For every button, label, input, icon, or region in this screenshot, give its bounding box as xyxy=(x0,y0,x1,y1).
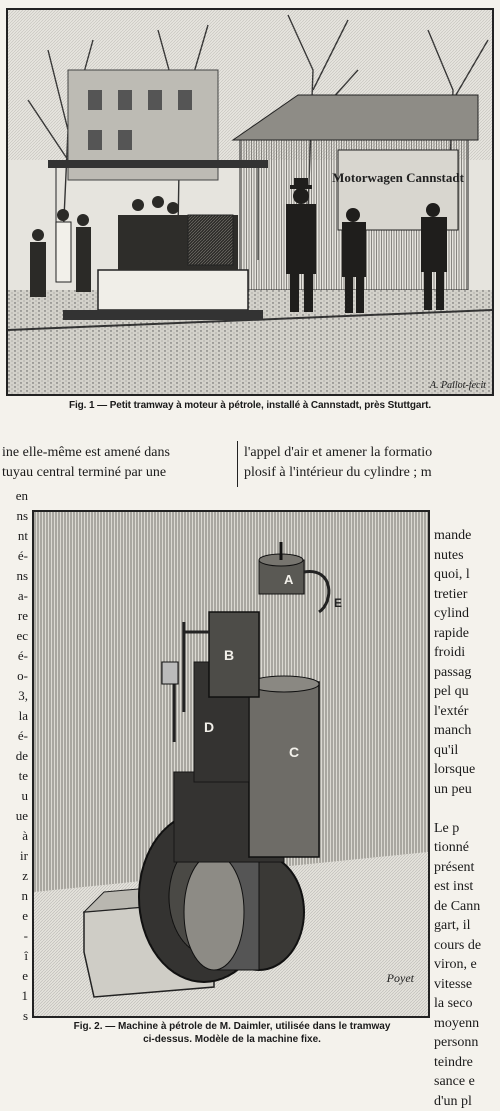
right-column-line: un peu xyxy=(434,780,500,800)
label-c: C xyxy=(289,744,299,760)
left-fragment-line: de xyxy=(0,746,30,766)
right-column-line: froidi xyxy=(434,643,500,663)
right-column-line: l'extér xyxy=(434,702,500,722)
left-fragment-line: o- xyxy=(0,666,30,686)
left-fragment-line: s xyxy=(0,1006,30,1026)
left-fragment-line: re xyxy=(0,606,30,626)
engraver-signature-2: Poyet xyxy=(386,971,415,985)
left-fragment-line: - xyxy=(0,926,30,946)
figure-2-caption-line1: Fig. 2. — Machine à pétrole de M. Daimler, utilisée dans le tramway xyxy=(36,1020,428,1033)
right-column-line: présent xyxy=(434,858,500,878)
column-separator xyxy=(237,441,238,487)
right-column-line: d'un pl xyxy=(434,1092,500,1111)
left-fragment-line: a- xyxy=(0,586,30,606)
right-column-line: gart, il xyxy=(434,916,500,936)
right-column-line: personn xyxy=(434,1033,500,1053)
right-column-text xyxy=(434,526,500,1111)
right-column-line: lorsque xyxy=(434,760,500,780)
figure-1-caption: Fig. 1 — Petit tramway à moteur à pétrole, installé à Cannstadt, près Stuttgart. xyxy=(0,400,500,411)
kiosk-sign: Motorwagen Cannstadt xyxy=(332,170,464,185)
body-text-line1-left: ine elle-même est amené dans xyxy=(2,444,170,462)
right-column-line: la seco xyxy=(434,994,500,1014)
right-column-line: sance e xyxy=(434,1072,500,1092)
right-column-line: mande xyxy=(434,526,500,546)
right-column-line: est inst xyxy=(434,877,500,897)
right-column-line: de Cann xyxy=(434,897,500,917)
right-column-line: tionné xyxy=(434,838,500,858)
left-fragment-line: î xyxy=(0,946,30,966)
left-column-fragments xyxy=(0,486,30,1026)
figure-1-engraving xyxy=(6,8,494,396)
right-column-line: passag xyxy=(434,663,500,683)
left-fragment-line: ns xyxy=(0,506,30,526)
right-column-line: cours de xyxy=(434,936,500,956)
left-fragment-line: ns xyxy=(0,566,30,586)
label-d: D xyxy=(204,719,214,735)
left-fragment-line: n xyxy=(0,886,30,906)
right-column-line xyxy=(434,799,500,819)
right-column-line: teindre xyxy=(434,1053,500,1073)
figure-2-engraving xyxy=(32,510,430,1018)
left-fragment-line: te xyxy=(0,766,30,786)
left-fragment-line: nt xyxy=(0,526,30,546)
right-column-line: cylind xyxy=(434,604,500,624)
right-column-line: vitesse xyxy=(434,975,500,995)
left-fragment-line: é- xyxy=(0,646,30,666)
left-fragment-line: 1 xyxy=(0,986,30,1006)
figure-2-caption-line2: ci-dessus. Modèle de la machine fixe. xyxy=(36,1033,428,1046)
body-text-line2-left: tuyau central terminé par une xyxy=(2,464,166,482)
left-fragment-line: en xyxy=(0,486,30,506)
right-column-line: quoi, l xyxy=(434,565,500,585)
right-column-line: pel qu xyxy=(434,682,500,702)
left-fragment-line: ue xyxy=(0,806,30,826)
left-fragment-line: la xyxy=(0,706,30,726)
left-fragment-line: à xyxy=(0,826,30,846)
right-column-line: nutes xyxy=(434,546,500,566)
engraver-signature: A. Pallot-fecit xyxy=(429,380,486,391)
right-column-line: viron, e xyxy=(434,955,500,975)
left-fragment-line: u xyxy=(0,786,30,806)
left-fragment-line: é- xyxy=(0,726,30,746)
right-column-line: Le p xyxy=(434,819,500,839)
right-column-line: moyenn xyxy=(434,1014,500,1034)
left-fragment-line: 3, xyxy=(0,686,30,706)
left-fragment-line: z xyxy=(0,866,30,886)
right-column-line: qu'il xyxy=(434,741,500,761)
label-a: A xyxy=(284,572,294,587)
figure-2-caption xyxy=(36,1020,428,1046)
label-e: E xyxy=(334,596,342,610)
right-column-line: tretier xyxy=(434,585,500,605)
left-fragment-line: ir xyxy=(0,846,30,866)
body-text-line1-right: l'appel d'air et amener la formatio xyxy=(244,444,432,462)
left-fragment-line: e xyxy=(0,966,30,986)
left-fragment-line: ec xyxy=(0,626,30,646)
right-column-line: rapide xyxy=(434,624,500,644)
left-fragment-line: e xyxy=(0,906,30,926)
body-text-line2-right: plosif à l'intérieur du cylindre ; m xyxy=(244,464,432,482)
left-fragment-line: é- xyxy=(0,546,30,566)
right-column-line: manch xyxy=(434,721,500,741)
label-b: B xyxy=(224,647,234,663)
